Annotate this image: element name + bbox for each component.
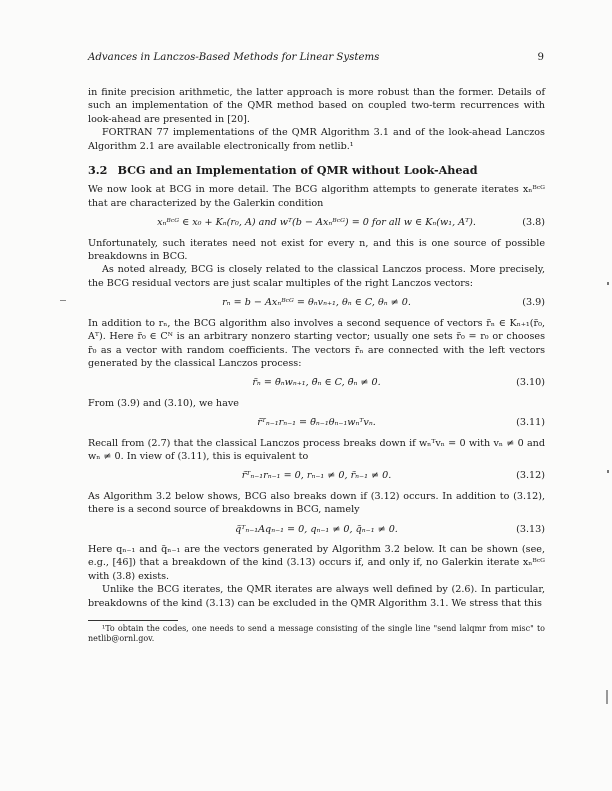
equation-text: xₙᴮᶜᴳ ∈ x₀ + Kₙ(r₀, A) and wᵀ(b − Axₙᴮᶜᴳ) = 0 for all w ∈ Kₙ(w₁, Aᵀ). xyxy=(157,217,476,229)
running-header xyxy=(88,52,544,63)
equation-text: rₙ = b − Axₙᴮᶜᴳ = θₙvₙ₊₁, θₙ ∈ C, θₙ ≠ 0. xyxy=(222,297,411,309)
footnote-divider xyxy=(88,620,178,621)
equation-number: (3.11) xyxy=(516,417,545,429)
equation-number: (3.9) xyxy=(522,297,545,309)
section-heading xyxy=(88,164,545,177)
section-number: 3.2 xyxy=(88,163,108,178)
equation-3-10 xyxy=(88,376,545,389)
equation-3-13 xyxy=(88,523,545,536)
equation-3-11 xyxy=(88,416,545,429)
paragraph: As Algorithm 3.2 below shows, BCG also breaks down if (3.12) occurs. In addition to (3.12), there is a second source of breakdowns in BCG, namely xyxy=(88,490,545,516)
paragraph: Here qₙ₋₁ and q̃ₙ₋₁ are the vectors generated by Algorithm 3.2 below. It can be shown (see, e.g., [46]) that a breakdown of the kind (3.13) occurs if, and only if, no Galerkin iterate xₙᴮᶜᴳ with (3.8) exists. xyxy=(88,543,545,582)
margin-mark xyxy=(606,690,608,704)
paragraph: Recall from (2.7) that the classical Lanczos process breaks down if wₙᵀvₙ = 0 with vₙ ≠ 0 and wₙ ≠ 0. In view of (3.11), this is equivalent to xyxy=(88,437,545,462)
equation-number: (3.12) xyxy=(516,470,545,482)
paragraph: FORTRAN 77 implementations of the QMR Algorithm 3.1 and of the look-ahead Lanczos Algorithm 2.1 are available electronically from netlib.¹ xyxy=(88,127,545,152)
paragraph: As noted already, BCG is closely related to the classical Lanczos process. More precisely, the BCG residual vectors are just scalar multiples of the right Lanczos vectors: xyxy=(88,264,545,289)
equation-text: r̃ₙ = θ̃ₙwₙ₊₁, θ̃ₙ ∈ C, θ̃ₙ ≠ 0. xyxy=(252,377,381,389)
equation-text: r̃ᵀₙ₋₁rₙ₋₁ = 0, rₙ₋₁ ≠ 0, r̃ₙ₋₁ ≠ 0. xyxy=(241,470,392,482)
margin-mark xyxy=(607,470,609,473)
paragraph: We now look at BCG in more detail. The BCG algorithm attempts to generate iterates xₙᴮᶜᴳ that are characterized by the Galerkin condition xyxy=(88,184,545,209)
equation-number: (3.8) xyxy=(522,217,545,229)
paragraph: From (3.9) and (3.10), we have xyxy=(88,397,239,409)
section-title: BCG and an Implementation of QMR without Look-Ahead xyxy=(117,163,478,178)
body-text xyxy=(88,86,545,645)
equation-number: (3.10) xyxy=(516,377,545,389)
paragraph: in finite precision arithmetic, the latter approach is more robust than the former. Details of such an implementation of the QMR method based on coupled two-term recurrences with look-ahead are presented in [20]. xyxy=(88,87,545,125)
running-title: Advances in Lanczos-Based Methods for Linear Systems xyxy=(88,52,380,63)
equation-number: (3.13) xyxy=(516,523,545,535)
paragraph: Unlike the BCG iterates, the QMR iterates are always well defined by (2.6). In particular, breakdowns of the kind (3.13) can be excluded in the QMR Algorithm 3.1. We stress that this xyxy=(88,584,545,609)
footnote: ¹To obtain the codes, one needs to send a message consisting of the single line "send lalqmr from misc" to netlib@ornl.gov. xyxy=(88,624,545,644)
equation-3-8 xyxy=(88,216,545,229)
equation-text: q̃ᵀₙ₋₁Aqₙ₋₁ = 0, qₙ₋₁ ≠ 0, q̃ₙ₋₁ ≠ 0. xyxy=(235,523,398,535)
paragraph: Unfortunately, such iterates need not exist for every n, and this is one source of possible breakdowns in BCG. xyxy=(88,237,545,263)
margin-mark xyxy=(60,300,66,301)
paragraph: In addition to rₙ, the BCG algorithm also involves a second sequence of vectors r̃ₙ ∈ Kₙ₊₁(r̃₀, Aᵀ). Here r̃₀ ∈ Cᴺ is an arbitrary nonzero starting vector; usually one sets r̃₀ = r₀ or chooses r̃₀ as a vector with random coefficients. The vectors r̃ₙ are connected with the left vectors generated by the classical Lanczos process: xyxy=(88,317,545,369)
margin-mark xyxy=(607,282,609,285)
equation-3-9 xyxy=(88,296,545,309)
equation-text: r̃ᵀₙ₋₁rₙ₋₁ = θ̃ₙ₋₁θₙ₋₁wₙᵀvₙ. xyxy=(257,417,376,429)
page-number: 9 xyxy=(537,52,544,63)
equation-3-12 xyxy=(88,469,545,482)
